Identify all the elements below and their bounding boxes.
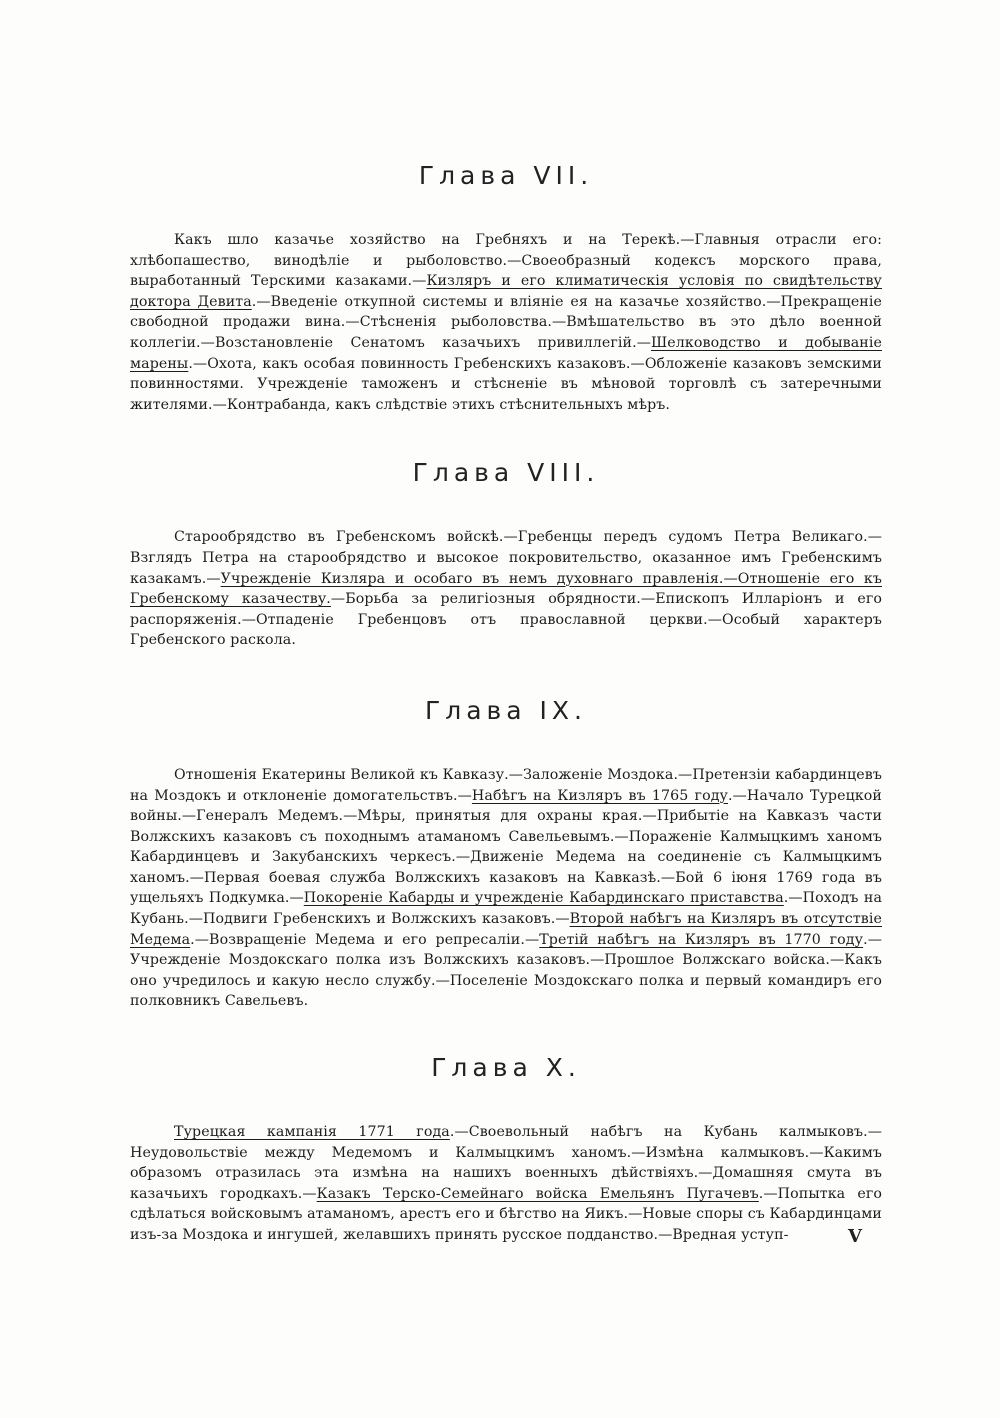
chapter-8-underlined-phrase: Учрежденiе Кизляра и особаго въ немъ духовнаго правленiя.—Отношенiе его къ Гребенскому казачеству. [130,570,882,608]
chapter-8 [130,457,882,651]
chapter-7-text: .—Введенiе откупной системы и влiянiе ея на казачье хозяйство.—Прекращенiе свободной продажи вина.—Стѣсненiя рыболовства.—Вмѣшательство въ это дѣло военной коллегiи.—Возстановленiе Сенатомъ казачьихъ привиллегiй.— [130,293,883,351]
chapter-9-underlined-phrase: Второй набѣгъ на Кизляръ въ отсутствiе Медема [130,911,883,948]
chapter-9-text: Отношенiя Екатерины Великой къ Кавказу.—Заложенiе Моздока.—Претензiи кабардинцевъ на Моздокъ и отклоненiе домогательствъ.— [130,766,882,804]
chapter-10-text: .—Попытка его сдѣлаться войсковымъ атаманомъ, арестъ его и бѣгство на Яикъ.—Новые споры съ Кабардинцами изъ-за Моздока и ингушей, желавшихъ принять русское подданство.—Вредная уступ- [130,1185,883,1243]
chapter-9 [130,695,882,1012]
chapter-9-text: .—Возвращенiе Медема и его репресалiи.— [190,931,540,948]
chapter-9-title: Глава IX. [425,695,587,725]
chapter-9-text: .—Учрежденiе Моздокскаго полка изъ Волжскихъ казаковъ.—Прошлое Волжскаго войска.—Какъ оно учредилось и какую несло службу.—Поселенiе Моздокскаго полка и первый командиръ его полковникъ Савельевъ. [130,931,882,1010]
page-signature-mark: V [848,1226,862,1247]
chapter-9-underlined-phrase: Покоренiе Кабарды и учрежденiе Кабардинскаго приставства [303,890,784,907]
chapter-9-underlined-phrase: Набѣгъ на Кизляръ въ 1765 году [471,787,729,804]
chapter-8-text: —Борьба за религiозныя обрядности.—Епископъ Илларiонъ и его распоряженiя.—Отпаденiе Гребенцовъ отъ православной церкви.—Особый характеръ Гребенского раскола. [130,591,882,649]
chapter-9-text: .—Походъ на Кубань.—Подвиги Гребенскихъ и Волжскихъ казаковъ.— [130,890,882,928]
chapter-7 [130,160,882,415]
chapter-10-text: .—Своевольный набѣгъ на Кубань калмыковъ.—Неудовольствiе между Медемомъ и Калмыцкимъ ханомъ.—Измѣна калмыковъ.—Какимъ образомъ отразилась эта измѣна на нашихъ военныхъ дѣйствiяхъ.—Домашняя смута въ казачьихъ городкахъ.— [130,1124,882,1202]
chapter-10-underlined-phrase: Турецкая кампанiя 1771 года [174,1124,450,1141]
chapter-10-summary [130,1122,882,1246]
chapter-7-title: Глава VII. [418,161,594,190]
chapter-10-underlined-phrase: Казакъ Терско-Семейнаго войска Емельянъ Пугачевъ [316,1185,759,1202]
chapter-9-text: .—Начало Турецкой войны.—Генералъ Медемъ.—Мѣры, принятыя для охраны края.—Прибытiе на Кавказъ части Волжскихъ казаковъ съ походнымъ атаманомъ Савельевымъ.—Пораженiе Калмыцкимъ ханомъ Кабардинцевъ и Закубанскихъ черкесъ.—Движенiе Медема на соединенiе съ Калмыцкимъ ханомъ.—Первая боевая служба Волжскихъ казаковъ на Кавказѣ.—Бой 6 iюня 1769 года въ ущельяхъ Подкумка.— [130,787,882,907]
chapter-10-title: Глава X. [431,1053,581,1083]
chapter-9-summary [130,765,882,1012]
chapter-9-underlined-phrase: Третiй набѣгъ на Кизляръ въ 1770 году [539,931,864,948]
chapter-8-text: Старообрядство въ Гребенскомъ войскѣ.—Гребенцы передъ судомъ Петра Великаго.—Взглядъ Петра на старообрядство и высокое покровительство, оказанное имъ Гребенскимъ казакамъ.— [130,529,882,587]
chapter-7-text: Какъ шло казачье хозяйство на Гребняхъ и на Терекѣ.—Главныя отрасли его: хлѣбопашество, винодѣлiе и рыболовство.—Своеобразный кодексъ морского права, выработанный Терскими казаками.— [130,232,882,290]
chapter-10 [130,1052,882,1246]
chapter-7-text: .—Охота, какъ особая повинность Гребенскихъ казаковъ.—Обложенiе казаковъ земскими повинностями. Учрежденiе таможенъ и стѣсненiе въ мѣновой торговлѣ съ затеречными жителями.—Контрабанда, какъ слѣдствiе этихъ стѣснительныхъ мѣръ. [130,355,882,413]
chapter-7-summary [130,230,882,415]
chapter-7-underlined-phrase: Кизляръ и его климатическiя условiя по свидѣтельству доктора Девита [130,273,883,310]
chapter-7-underlined-phrase: Шелководство и добыванiе марены [130,334,882,372]
chapter-8-title: Глава VIII. [412,458,600,488]
table-of-contents [130,160,882,1246]
chapter-8-summary [130,527,882,651]
